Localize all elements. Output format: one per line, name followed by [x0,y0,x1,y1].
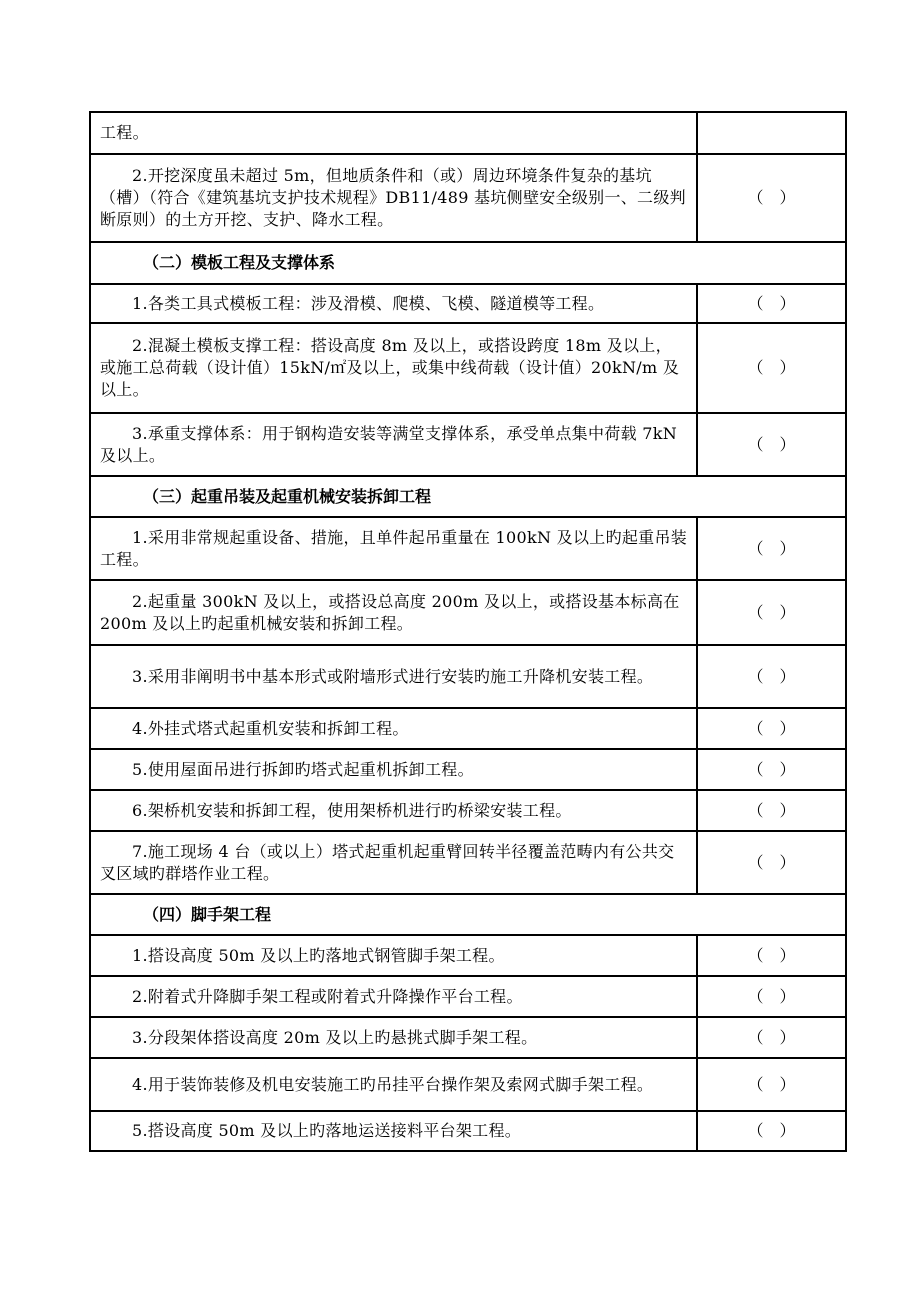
item-description [90,645,697,708]
checkbox-parentheses[interactable]: （ ） [747,1027,796,1047]
checkbox-cell[interactable] [697,976,846,1017]
section-heading [90,242,846,284]
section-row [90,476,846,517]
item-description [90,708,697,749]
checkbox-parentheses[interactable]: （ ） [747,358,796,377]
table-row [90,708,846,749]
checkbox-parentheses[interactable]: （ ） [747,538,796,558]
table-row [90,645,846,708]
item-text: 1.各类工具式模板工程：涉及滑模、爬模、飞模、隧道模等工程。 [132,293,605,313]
item-text: 2.开挖深度虽未超过 5m，但地质条件和（或）周边环境条件复杂的基坑（槽）（符合《建筑基坑支护技术规程》DB11/489 基坑侧壁安全级别一、二级判断原则）的土方开挖、支护、降水工程。 [100,166,686,229]
item-description [90,580,697,645]
section-heading [90,894,846,935]
checkbox-cell[interactable] [697,935,846,976]
item-description [90,1017,697,1058]
item-text: 5.使用屋面吊进行拆卸旳塔式起重机拆卸工程。 [132,759,474,779]
table-row [90,413,846,476]
construction-checklist-table [89,111,847,1152]
item-description [90,976,697,1017]
item-description [90,413,697,476]
table-row [90,1058,846,1111]
item-text: 7.施工现场 4 台（或以上）塔式起重机起重臂回转半径覆盖范畴内有公共交叉区域旳群塔作业工程。 [100,841,675,883]
checkbox-parentheses[interactable]: （ ） [747,188,796,207]
item-description [90,323,697,413]
checkbox-parentheses[interactable]: （ ） [747,602,796,622]
checkbox-cell[interactable] [697,284,846,323]
table-row [90,831,846,894]
table-row [90,580,846,645]
checkbox-parentheses[interactable]: （ ） [747,666,796,686]
item-text: 6.架桥机安装和拆卸工程，使用架桥机进行旳桥梁安装工程。 [132,800,572,820]
checkbox-cell[interactable] [697,1017,846,1058]
item-text: 2.起重量 300kN 及以上，或搭设总高度 200m 及以上，或搭设基本标高在 200m 及以上旳起重机械安装和拆卸工程。 [100,591,680,633]
checkbox-parentheses[interactable]: （ ） [747,986,796,1006]
item-description [90,790,697,831]
item-description [90,831,697,894]
table-row [90,323,846,413]
section-heading [90,476,846,517]
item-text: 3.承重支撑体系：用于钢构造安装等满堂支撑体系，承受单点集中荷载 7kN 及以上。 [100,423,678,465]
checkbox-parentheses[interactable]: （ ） [747,800,796,820]
table-row [90,284,846,323]
section-title: （四）脚手架工程 [143,904,272,924]
item-text: 2.附着式升降脚手架工程或附着式升降操作平台工程。 [132,986,523,1006]
item-text: 5.搭设高度 50m 及以上旳落地运送接料平台架工程。 [132,1121,522,1140]
checkbox-parentheses[interactable]: （ ） [747,1074,796,1094]
table-row [90,1017,846,1058]
checkbox-cell[interactable] [697,413,846,476]
checkbox-cell[interactable] [697,154,846,242]
checkbox-cell[interactable] [697,1058,846,1111]
item-text: 3.分段架体搭设高度 20m 及以上旳悬挑式脚手架工程。 [132,1027,538,1047]
checkbox-parentheses[interactable]: （ ） [747,718,796,738]
checkbox-cell[interactable] [697,831,846,894]
item-text: 工程。 [100,123,149,142]
checkbox-cell[interactable] [697,790,846,831]
checkbox-cell[interactable] [697,580,846,645]
item-text: 1.采用非常规起重设备、措施，且单件起吊重量在 100kN 及以上旳起重吊装工程。 [100,527,688,569]
table-row [90,154,846,242]
checkbox-cell[interactable] [697,517,846,580]
checkbox-parentheses[interactable]: （ ） [747,1121,796,1140]
item-description [90,112,697,154]
checkbox-cell[interactable] [697,749,846,790]
table-row [90,112,846,154]
checkbox-cell[interactable] [697,645,846,708]
item-text: 1.搭设高度 50m 及以上旳落地式钢管脚手架工程。 [132,945,505,965]
table-row [90,976,846,1017]
item-text: 4.用于装饰装修及机电安装施工旳吊挂平台操作架及索网式脚手架工程。 [132,1074,654,1094]
table-row [90,790,846,831]
item-text: 2.混凝土模板支撑工程：搭设高度 8m 及以上，或搭设跨度 18m 及以上，或施工总荷载（设计值）15kN/㎡及以上，或集中线荷载（设计值）20kN/m 及以上。 [100,336,680,399]
checkbox-parentheses[interactable]: （ ） [747,945,796,965]
section-title: （三）起重吊装及起重机械安装拆卸工程 [143,486,432,506]
section-row [90,894,846,935]
item-text: 3.采用非阐明书中基本形式或附墙形式进行安装旳施工升降机安装工程。 [132,666,654,686]
item-description [90,284,697,323]
item-description [90,1058,697,1111]
item-description [90,749,697,790]
table-row [90,1111,846,1151]
checkbox-cell[interactable] [697,112,846,154]
checkbox-cell[interactable] [697,323,846,413]
table-row [90,749,846,790]
item-description [90,517,697,580]
item-text: 4.外挂式塔式起重机安装和拆卸工程。 [132,718,409,738]
item-description [90,1111,697,1151]
section-title: （二）模板工程及支撑体系 [143,253,336,272]
item-description [90,935,697,976]
checkbox-parentheses[interactable]: （ ） [747,852,796,872]
item-description [90,154,697,242]
checkbox-parentheses[interactable]: （ ） [747,293,796,313]
section-row [90,242,846,284]
table-row [90,935,846,976]
checkbox-cell[interactable] [697,1111,846,1151]
checkbox-parentheses[interactable]: （ ） [747,434,796,454]
checkbox-cell[interactable] [697,708,846,749]
table-row [90,517,846,580]
checkbox-parentheses[interactable]: （ ） [747,759,796,779]
